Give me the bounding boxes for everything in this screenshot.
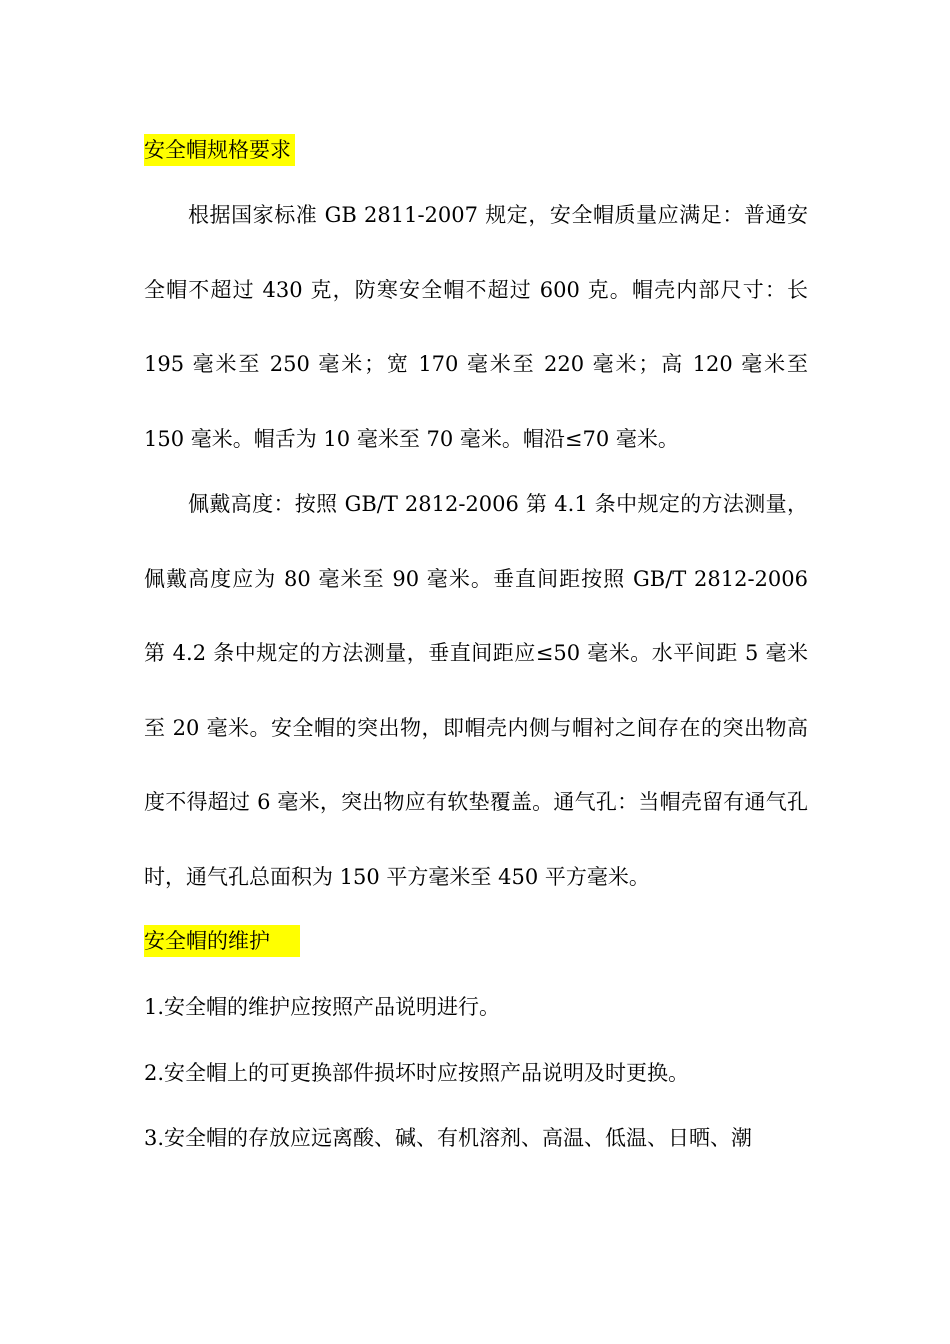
list-item: 3.安全帽的存放应远离酸、碱、有机溶剂、高温、低温、日晒、潮 [144, 1126, 753, 1150]
paragraph-wearing-height-and-spacing: 佩戴高度：按照 GB/T 2812-2006 第 4.1 条中规定的方法测量，佩戴高度应为 80 毫米至 90 毫米。垂直间距按照 GB/T 2812-2006 第 4.2 条中规定的方法测量，垂直间距应≤50 毫米。水平间距 5 毫米至 20 毫米。安全帽的突出物，即帽壳内侧与帽衬之间存在的突出物高度不得超过 6 毫米，突出物应有软垫覆盖。通气孔：当帽壳留有通气孔时，通气孔总面积为 150 平方毫米至 450 平方毫米。 [144, 492, 808, 889]
list-item: 2.安全帽上的可更换部件损坏时应按照产品说明及时更换。 [144, 1061, 690, 1085]
list-item: 1.安全帽的维护应按照产品说明进行。 [144, 995, 501, 1019]
section-heading-maintenance: 安全帽的维护 [144, 925, 300, 957]
paragraph-weight-and-dimensions: 根据国家标准 GB 2811-2007 规定，安全帽质量应满足：普通安全帽不超过 430 克，防寒安全帽不超过 600 克。帽壳内部尺寸：长 195 毫米至 250 毫米；宽 170 毫米至 220 毫米；高 120 毫米至 150 毫米。帽舌为 10 毫米至 70 毫米。帽沿≤70 毫米。 [144, 203, 808, 451]
section-heading-specifications: 安全帽规格要求 [144, 134, 295, 166]
